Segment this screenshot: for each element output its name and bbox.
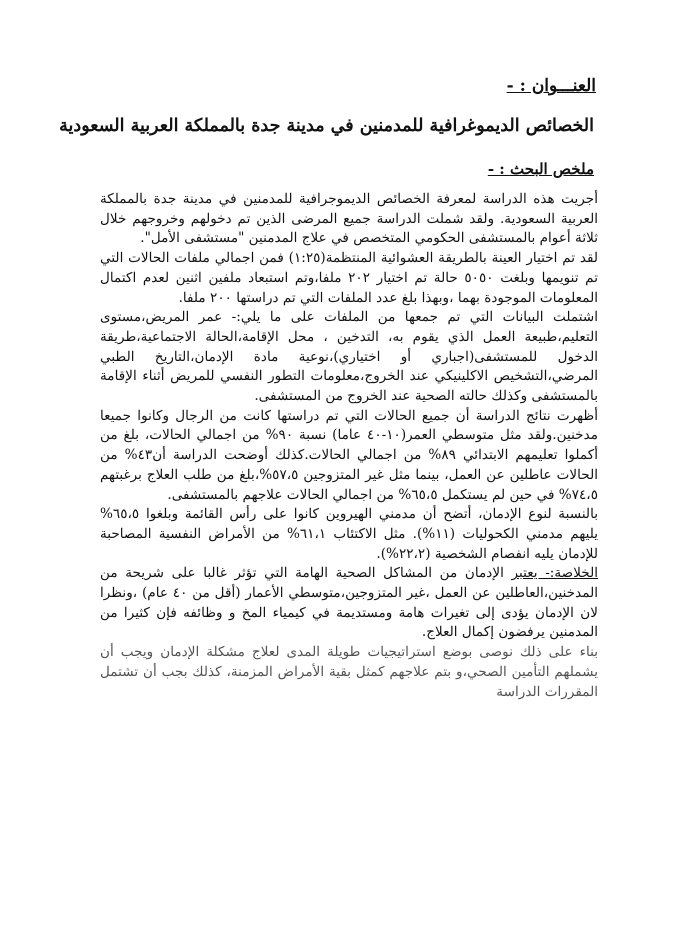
title-label: العنـــوان : - [506, 76, 596, 96]
paragraph-sample: لقد تم اختيار العينة بالطريقة العشوائية المنتظمة(١:٢٥) فمن اجمالي ملفات الحالات التي تم تنويمها وبلغت ٥٠٥٠ حالة تم اختيار ٢٠٢ ملفا،وتم استبعاد ملفين اثنين لعدم اكتمال المعلومات الموجودة بهما ،وبهذا بلغ عدد الملفات التي تم دراستها ٢٠٠ ملفا. [100, 250, 599, 306]
paragraph-conclusion [100, 564, 598, 643]
abstract-body [100, 190, 598, 702]
paragraph-addiction-type: بالنسبة لنوع الإدمان، أتضح أن مدمني الهيروين كانوا على رأس القائمة وبلغوا ٦٥،٥% يليهم مدمني الكحوليات (١١%). مثل الاكتئاب ٦١،١% من الأمراض النفسية المصاحبة للإدمان يليه انفصام الشخصية (٢٢،٢%). [100, 506, 598, 562]
conclusion-label: الخلاصة:- يعتبر [511, 565, 598, 582]
main-title: الخصائص الديموغرافية للمدمنين في مدينة جدة بالمملكة العربية السعودية [59, 116, 594, 136]
paragraph-data-collected: اشتملت البيانات التي تم جمعها من الملفات على ما يلي:- عمر المريض،مستوى التعليم،طبيعة العمل الذي يقوم به، التدخين ، محل الإقامة،الحالة الاجتماعية،طريقة الدخول للمستشفى(اجباري أو اختياري)،نوعية مادة الإدمان،التاريخ الطبي المرضي،التشخيص الاكلينيكي عند الخروج،معلومات التطور النفسي للمريض أثناء الإقامة بالمستشفى وكذلك حالته الصحية عند الخروج من المستشفى. [100, 309, 598, 405]
conclusion-text: الإدمان من المشاكل الصحية الهامة التي تؤثر غالبا على شريحة من المدخنين،العاطلين عن العمل ،غير المتزوجين،متوسطي الأعمار (أقل من ٤٠ عام) ،ونظرا لان الإدمان يؤدى إلى تغيرات هامة ومستديمة في كيمياء المخ و وظائفه فإن كثيرا من المدمنين يرفضون إكمال العلاج. [100, 565, 599, 641]
abstract-label: ملخص البحث : - [487, 160, 594, 178]
paragraph-intro: أجريت هذه الدراسة لمعرفة الخصائص الديموجرافية للمدمنين في مدينة جدة بالمملكة العربية السعودية. ولقد شملت الدراسة جميع المرضى الذين تم دخولهم وخروجهم خلال ثلاثة أعوام بالمستشفى الحكومي المتخصص في علاج المدمنين "مستشفى الأمل". [100, 191, 598, 247]
paragraph-recommendation: بناء على ذلك نوصى بوضع استراتيجيات طويلة المدى لعلاج مشكلة الإدمان ويجب أن يشملهم التأمين الصحي،و بتم علاجهم كمثل بقية الأمراض المزمنة، كذلك بجب أن تشتمل المقررات الدراسة [100, 644, 598, 700]
paragraph-results: أظهرت نتائج الدراسة أن جميع الحالات التي تم دراستها كانت من الرجال وكانوا جميعا مدخنين.ولقد مثل متوسطي العمر(١٠-٤٠ عاما) نسبة ٩٠% من اجمالي الحالات، بلغ من أكملوا تعليمهم الابتدائي ٨٩% من اجمالي الحالات.كذلك أوضحت الدراسة أن٤٣% من الحالات عاطلين عن العمل، بينما مثل غير المتزوجين ٥٧،٥%،بلغ من طلب العلاج برغبتهم ٧٤،٥% في حين لم يستكمل ٦٥،٥% من اجمالي الحالات علاجهم بالمستشفى. [100, 407, 598, 503]
